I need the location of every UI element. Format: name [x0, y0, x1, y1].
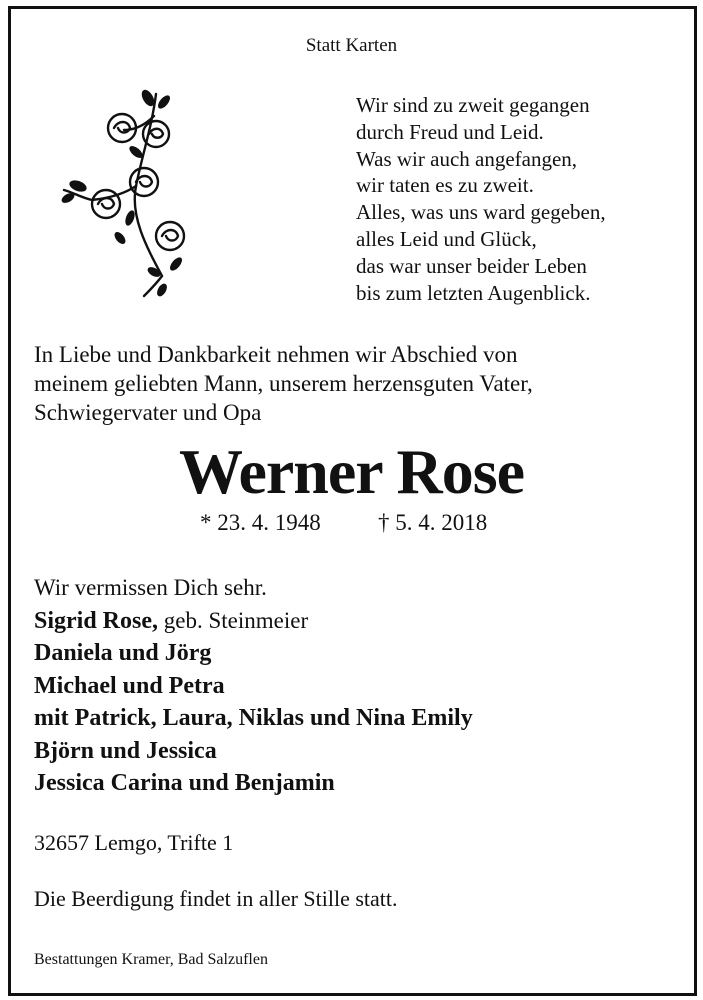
rose-branch-icon	[58, 86, 194, 298]
funeral-note: Die Beerdigung findet in aller Stille statt.	[34, 886, 398, 911]
family-line: Jessica Carina und Benjamin	[34, 770, 335, 796]
spouse-name: Sigrid Rose,	[34, 607, 159, 634]
poem	[356, 92, 606, 306]
deceased-name: Werner Rose	[178, 436, 525, 507]
undertaker: Bestattungen Kramer, Bad Salzuflen	[34, 951, 268, 968]
header-text: Statt Karten	[305, 35, 398, 56]
intro-line: meinem geliebten Mann, unserem herzensguten Vater,	[34, 371, 533, 396]
poem-line: alles Leid und Glück,	[356, 226, 537, 251]
poem-line: wir taten es zu zweit.	[356, 173, 534, 198]
address: 32657 Lemgo, Trifte 1	[34, 830, 234, 855]
poem-line: durch Freud und Leid.	[356, 119, 544, 144]
intro-line: Schwiegervater und Opa	[34, 400, 262, 425]
spouse-line	[34, 605, 473, 638]
family-line: Björn und Jessica	[34, 737, 217, 764]
poem-line: Alles, was uns ward gegeben,	[356, 200, 606, 225]
family-line: Daniela und Jörg	[34, 640, 212, 666]
mourners-list	[34, 572, 473, 800]
family-line: Michael und Petra	[34, 672, 225, 699]
intro-line: In Liebe und Dankbarkeit nehmen wir Abschied von	[34, 342, 518, 367]
intro-text	[34, 340, 533, 427]
birth-date: * 23. 4. 1948	[200, 510, 321, 535]
poem-line: Was wir auch angefangen,	[356, 146, 578, 171]
poem-line: Wir sind zu zweit gegangen	[356, 93, 590, 117]
poem-line: bis zum letzten Augenblick.	[356, 280, 591, 305]
family-line: mit Patrick, Laura, Niklas und Nina Emily	[34, 705, 473, 731]
spouse-maiden-name: geb. Steinmeier	[158, 607, 309, 633]
poem-line: das war unser beider Leben	[356, 253, 587, 278]
closing-line: Wir vermissen Dich sehr.	[34, 575, 267, 600]
death-date: † 5. 4. 2018	[378, 510, 488, 535]
